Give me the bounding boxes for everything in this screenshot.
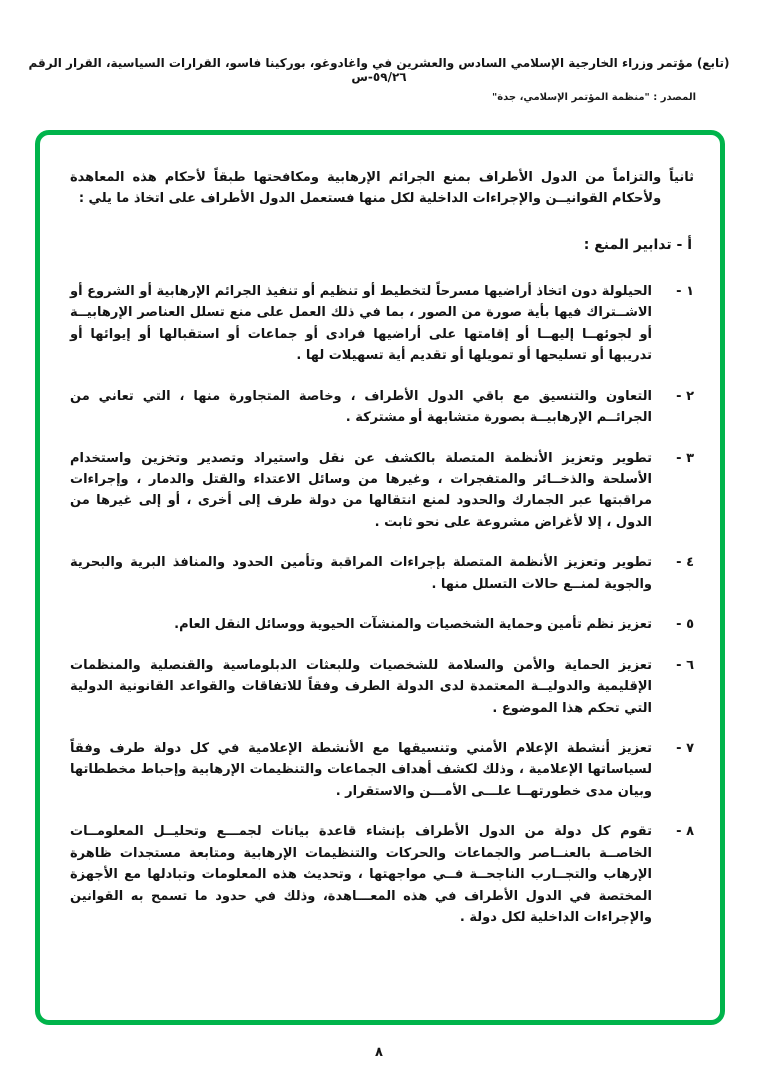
item-text: تطوير وتعزيز الأنظمة المتصلة بإجراءات المراقبة وتأمين الحدود والمنافذ البرية والبحرية والجوية لمنــع حالات التسلل منها .: [70, 555, 652, 592]
item-text: تعزيز نظم تأمين وحماية الشخصيات والمنشآت الحيوية ووسائل النقل العام.: [174, 617, 652, 633]
intro-label: ثانياً: [669, 170, 694, 185]
content-frame: [35, 130, 725, 1025]
section-heading: أ - تدابير المنع :: [583, 236, 692, 253]
list-item: [70, 281, 694, 367]
item-text: التعاون والتنسيق مع باقي الدول الأطراف ، وخاصة المتجاورة منها ، التي تعاني من الجرائــم الإرهابيــة بصورة متشابهة أو مشتركة .: [70, 388, 652, 426]
item-number: ٣ -: [676, 450, 694, 466]
prevention-measures-list: [70, 281, 694, 929]
list-item: [70, 614, 694, 635]
item-text: تقوم كل دولة من الدول الأطراف بإنشاء قاعدة بيانات لجمـــع وتحليــل المعلومــات الخاصــة بالعنــاصر والجماعات والحركات والتنظيمات الإرهابية ومتابعة مستجدات ظاهرة الإرهاب والتجــارب الناجحــة فــي مواجهتها ، وتحديث هذه المعلومات وتبادلها مع الأجهزة المختصة في الدول الأطراف في هذه المعـــاهدة، وذلك في حدود ما تسمح به القوانين والإجراءات الداخلية لكل دولة .: [70, 824, 652, 926]
list-item: [70, 448, 694, 534]
header-citation: (تابع) مؤتمر وزراء الخارجية الإسلامي السادس والعشرين في واغادوغو، بوركينا فاسو، القرارات السياسية، القرار الرقم ٥٩/٢٦-س: [28, 56, 730, 84]
intro-paragraph: [70, 167, 694, 210]
list-item: [70, 738, 694, 802]
item-text: تعزيز أنشطة الإعلام الأمني وتنسيقها مع الأنشطة الإعلامية في كل دولة طرف وفقاً لسياساتها الإعلامية ، وذلك لكشف أهداف الجماعات والتنظيمات الإرهابية وإحباط مخططاتها وبيان مدى خطورتهــا علـــى الأمـــن والاستقرار .: [70, 740, 652, 799]
item-number: ٦ -: [676, 657, 694, 673]
item-number: ١ -: [676, 283, 694, 299]
item-number: ٤ -: [676, 555, 694, 571]
item-text: الحيلولة دون اتخاذ أراضيها مسرحاً لتخطيط أو تنظيم أو تنفيذ الجرائم الإرهابية أو الشروع أو الاشــتراك فيها بأية صورة من الصور ، بما في ذلك العمل على منع تسلل العناصر الإرهابيــة أو لجوئهــا إليهــا أو إقامتها على أراضيها فرادى أو جماعات أو استقبالها أو إيوائها أو تدريبها أو تسليحها أو تمويلها أو تقديم أية تسهيلات لها .: [70, 283, 652, 364]
list-item: [70, 821, 694, 928]
item-number: ٧ -: [676, 740, 694, 756]
item-text: تطوير وتعزيز الأنظمة المتصلة بالكشف عن نقل واستيراد وتصدير وتخزين واستخدام الأسلحة والذخــائر والمتفجرات ، وغيرها من وسائل الاعتداء والقتل والدمار ، وإجراءات مراقبتها عبر الجمارك والحدود لمنع انتقالها من دولة طرف إلى أخرى ، أو إلى غيرها من الدول ، إلا لأغراض مشروعة على نحو ثابت .: [70, 450, 652, 530]
item-number: ٥ -: [676, 617, 694, 633]
item-number: ٨ -: [676, 824, 694, 840]
list-item: [70, 655, 694, 719]
item-number: ٢ -: [676, 388, 694, 404]
page-header: [0, 0, 758, 103]
list-item: [70, 552, 694, 595]
item-text: تعزيز الحماية والأمن والسلامة للشخصيات وللبعثات الدبلوماسية والقنصلية والمنظمات الإقليمية والدوليــة المعتمدة لدى الدولة الطرف وفقاً للاتفاقات والقواعد القانونية الدولية التي تحكم هذا الموضوع .: [70, 657, 652, 716]
header-source: المصدر : "منظمة المؤتمر الإسلامي، جدة": [491, 92, 696, 103]
intro-text: والتزاماً من الدول الأطراف بمنع الجرائم الإرهابية ومكافحتها طبقاً لأحكام هذه المعاهدة ولأحكام القوانيــن والإجراءات الداخلية لكل منها فستعمل الدول الأطراف على اتخاذ ما يلي :: [70, 170, 662, 207]
list-item: [70, 386, 694, 429]
page-number: ٨: [375, 1045, 383, 1060]
